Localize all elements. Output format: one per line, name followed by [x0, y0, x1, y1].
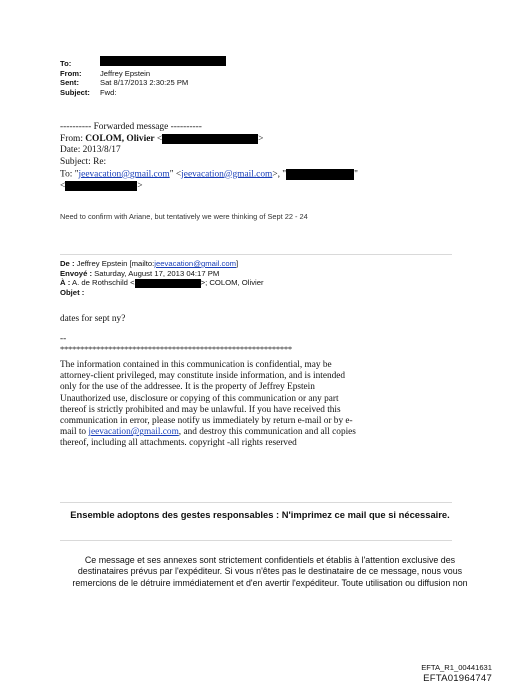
- redaction-box: [100, 56, 226, 66]
- forwarded-line2-open: <: [60, 180, 66, 191]
- french-disclaimer: Ce message et ses annexes sont strictement confidentiels et établis à l'attention exclusive des destinataires prévus par l'expéditeur. Si vous n'êtes pas le destinataire de ce message, nous vous remercions de le détruire immédiatement et d'en avertir l'expéditeur. Toute utilisation ou diffusion non: [72, 555, 468, 588]
- de-close: ]: [236, 259, 239, 268]
- sent-value: Sat 8/17/2013 2:30:25 PM: [100, 78, 189, 88]
- eco-notice: Ensemble adoptons des gestes responsables : N'imprimez ce mail que si nécessaire.: [70, 509, 450, 520]
- forwarded-block: [60, 122, 358, 193]
- footer-id-2: EFTA01964747: [423, 673, 492, 684]
- forwarded-to: [60, 169, 358, 181]
- forwarded-to-line2: [60, 181, 358, 193]
- confidentiality-para-1: The information contained in this communication is confidential, may be attorney-client privileged, may constitute inside information, and is intended only for the use of the addressee. It is the property of Jeffrey Epstein: [60, 360, 346, 393]
- sent-label: Sent:: [60, 78, 79, 88]
- a-after: >; COLOM, Olivier: [200, 278, 264, 288]
- forwarded-from-name: COLOM, Olivier: [85, 133, 155, 144]
- confidentiality-text-a: Unauthorized use, disclosure or copying of this communication or any part thereof is strictly prohibited and may be unlawful. If you have received this communication in error, please notify us immediately by return e-mail or by e-mail to: [60, 393, 353, 438]
- objet-label: Objet :: [60, 287, 85, 297]
- forwarded-from: [60, 134, 358, 146]
- forwarded-to-quote-end: ": [354, 169, 358, 180]
- forwarded-from-open: <: [154, 133, 163, 144]
- forwarded-from-prefix: From:: [60, 133, 86, 144]
- from-label: From:: [60, 68, 82, 78]
- email-link[interactable]: jeevacation@gmail.com: [154, 259, 237, 268]
- redaction-box: [286, 169, 354, 180]
- forwarded-to-after: >, ": [272, 169, 287, 180]
- signature-stars: **********************************************************: [60, 344, 292, 354]
- a-row: [60, 278, 264, 288]
- forwarded-line2-close: >: [137, 180, 143, 191]
- email-link[interactable]: jeevacation@gmail.com: [78, 169, 170, 180]
- confidentiality-text-b: , and destroy this communication and all copies thereof, including all attachments. copyright -all rights reserved: [60, 427, 356, 449]
- forwarded-divider: ---------- Forwarded message ----------: [60, 122, 202, 132]
- subject-value: Fwd:: [100, 87, 117, 97]
- email-link[interactable]: jeevacation@gmail.com: [88, 427, 179, 438]
- de-label: De :: [60, 259, 75, 268]
- confidentiality-para-2: [60, 394, 360, 450]
- to-label: To:: [60, 59, 72, 68]
- sent-row: [60, 78, 226, 88]
- envoye-row: [60, 269, 264, 279]
- forwarded-to-prefix: To:: [60, 169, 75, 180]
- from-row: [60, 69, 226, 79]
- subject-row: [60, 88, 226, 98]
- objet-row: [60, 288, 264, 298]
- redaction-box: [162, 134, 258, 144]
- de-row: [60, 259, 264, 269]
- subject-label: Subject:: [60, 87, 90, 97]
- to-row: [60, 59, 226, 69]
- footer-id-1: EFTA_R1_00441631: [421, 663, 492, 672]
- divider: [60, 254, 452, 255]
- forwarded-date: Date: 2013/8/17: [60, 145, 121, 156]
- redaction-box: [65, 181, 137, 191]
- forwarded-to-mid: " <: [169, 169, 182, 180]
- de-value: Jeffrey Epstein [mailto:: [74, 259, 155, 268]
- a-value: A. de Rothschild <: [70, 278, 135, 288]
- divider: [60, 540, 452, 541]
- signature-dashes: --: [60, 334, 67, 344]
- email-link[interactable]: jeevacation@gmail.com: [181, 169, 273, 180]
- reply-header: [60, 259, 264, 297]
- envoye-label: Envoyé :: [60, 268, 93, 278]
- email-header: [60, 59, 226, 97]
- forwarded-from-close: >: [258, 133, 264, 144]
- body-question: dates for sept ny?: [60, 314, 126, 324]
- forwarded-subject: Subject: Re:: [60, 156, 107, 167]
- redaction-box: [135, 279, 201, 288]
- message-note: Need to confirm with Ariane, but tentatively we were thinking of Sept 22 - 24: [60, 212, 308, 221]
- a-label: À :: [60, 278, 71, 288]
- from-value: Jeffrey Epstein: [100, 68, 151, 78]
- confidentiality-notice: [60, 360, 360, 450]
- forwarded-to-q1: ": [74, 169, 79, 180]
- divider: [60, 502, 452, 503]
- envoye-value: Saturday, August 17, 2013 04:17 PM: [92, 268, 220, 278]
